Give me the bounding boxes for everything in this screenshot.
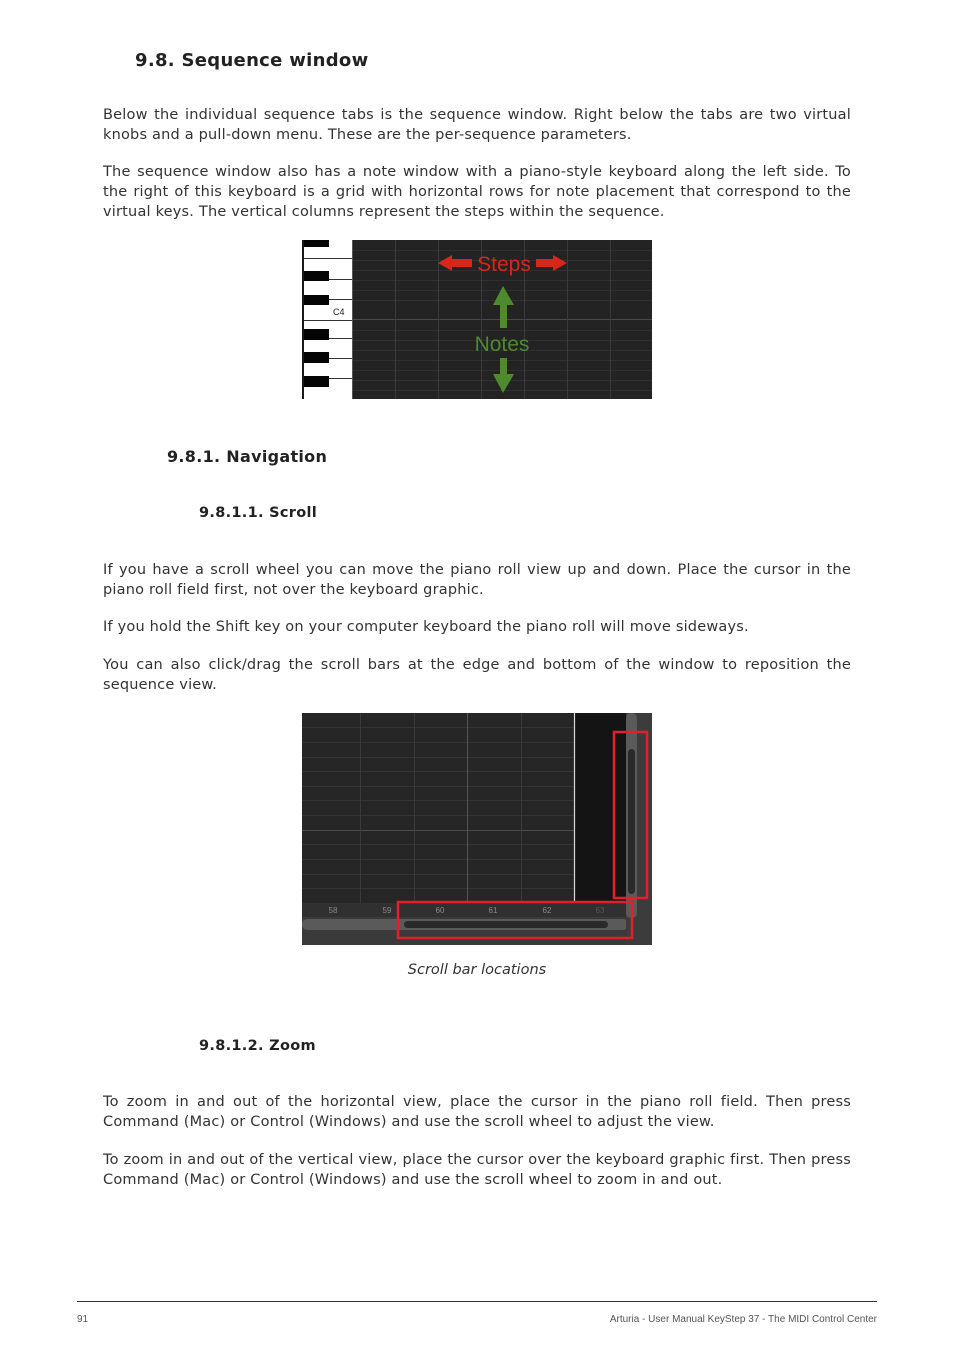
- notes-label: Notes: [474, 333, 530, 356]
- zoom-paragraph-1: To zoom in and out of the horizontal view, place the cursor in the piano roll field. Then press Command (Mac) or Control (Windows) and use the scroll wheel to adjust the view.: [103, 1094, 851, 1130]
- steps-label: Steps: [477, 253, 531, 276]
- section-title: 9.8. Sequence window: [135, 50, 369, 71]
- step-number-62: 62: [542, 906, 552, 915]
- horizontal-scrollbar-thumb[interactable]: [404, 921, 608, 928]
- footer-doc-title: Arturia - User Manual KeyStep 37 - The MIDI Control Center: [609, 1314, 877, 1325]
- step-number-60: 60: [435, 906, 445, 915]
- scroll-title: 9.8.1.1. Scroll: [199, 505, 318, 521]
- keyboard-graphic: [302, 240, 352, 399]
- scroll-paragraph-3: You can also click/drag the scroll bars at the edge and bottom of the window to reposition the sequence view.: [103, 657, 851, 693]
- intro-paragraph-2: The sequence window also has a note window with a piano-style keyboard along the left side. To the right of this keyboard is a grid with horizontal rows for note placement that correspond to the virtual keys. The vertical columns represent the steps within the sequence.: [103, 164, 851, 220]
- step-number-59: 59: [382, 906, 392, 915]
- scroll-paragraph-2: If you hold the Shift key on your computer keyboard the piano roll will move sideways.: [103, 619, 749, 635]
- piano-roll-figure: [302, 240, 652, 399]
- figure-caption: Scroll bar locations: [407, 962, 547, 978]
- key-label-c4: C4: [333, 307, 345, 317]
- page-number: 91: [77, 1314, 89, 1325]
- zoom-title: 9.8.1.2. Zoom: [199, 1038, 316, 1054]
- zoom-paragraph-2: To zoom in and out of the vertical view, place the cursor over the keyboard graphic first. Then press Command (Mac) or Control (Windows) and use the scroll wheel to zoom in and out.: [103, 1152, 851, 1188]
- scroll-paragraph-1: If you have a scroll wheel you can move the piano roll view up and down. Place the cursor in the piano roll field first, not over the keyboard graphic.: [103, 562, 851, 598]
- vertical-scrollbar-thumb[interactable]: [628, 749, 635, 894]
- scroll-bar-figure: [302, 713, 652, 945]
- step-number-63: 63: [595, 906, 605, 915]
- navigation-title: 9.8.1. Navigation: [167, 447, 328, 466]
- intro-paragraph-1: Below the individual sequence tabs is the sequence window. Right below the tabs are two virtual knobs and a pull-down menu. These are the per-sequence parameters.: [103, 107, 851, 143]
- step-number-61: 61: [488, 906, 498, 915]
- step-number-58: 58: [328, 906, 338, 915]
- footer-divider: [77, 1301, 877, 1302]
